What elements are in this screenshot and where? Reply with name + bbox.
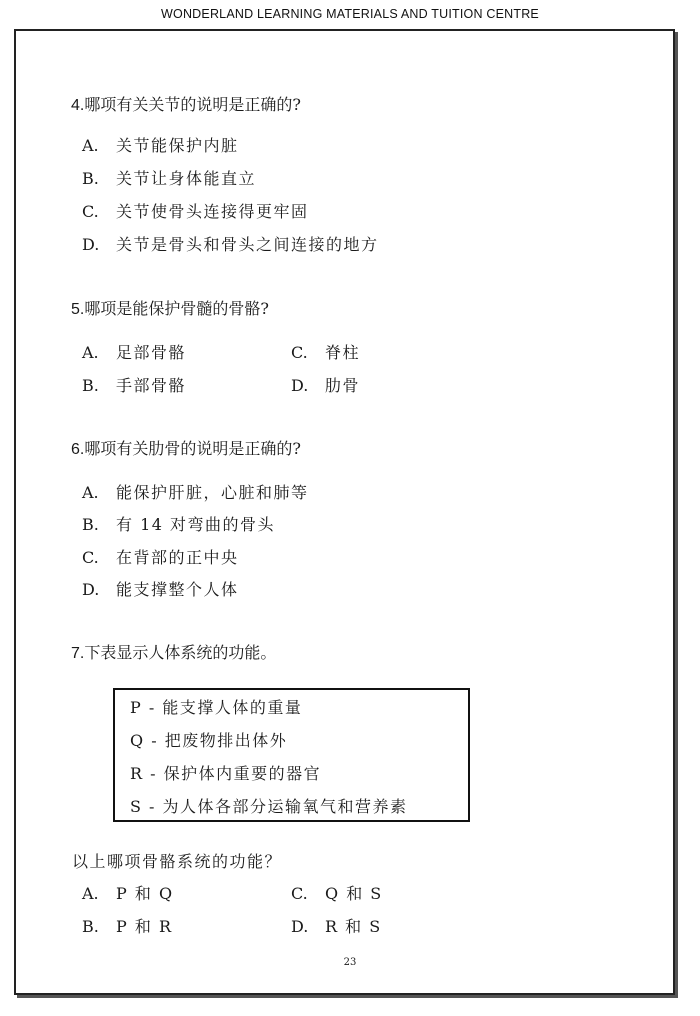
q4-option-b[interactable] [82,166,256,189]
option-text: 能支撑整个人体 [116,580,239,599]
option-letter: A. [82,483,99,502]
q7-option-a[interactable] [82,881,174,904]
option-text: P 和 R [116,917,173,936]
option-letter: B. [82,515,99,534]
q4-option-c[interactable] [82,199,309,222]
table-line-p: P - 能支撑人体的重量 [130,698,303,717]
option-text: R 和 S [325,917,382,936]
option-letter: A. [82,884,99,903]
option-letter: A. [82,343,99,362]
option-letter: C. [291,884,308,903]
option-letter: D. [291,376,309,395]
option-text: 关节能保护内脏 [116,136,239,155]
q7-option-d[interactable] [291,914,382,937]
option-letter: B. [82,917,99,936]
question-number: 5. [71,301,85,318]
q5-option-a[interactable] [82,340,186,363]
option-text: 脊柱 [325,343,361,362]
question-7-stem [71,640,276,663]
option-letter: C. [291,343,308,362]
option-text: 有 14 对弯曲的骨头 [116,515,276,534]
option-text: 手部骨骼 [116,376,187,395]
question-5-stem [71,296,269,319]
table-line-q: Q - 把废物排出体外 [130,731,288,750]
option-text: 在背部的正中央 [116,548,239,567]
option-letter: B. [82,376,99,395]
option-text: 关节是骨头和骨头之间连接的地方 [116,235,379,254]
q6-option-c[interactable] [82,545,239,568]
page-header: WONDERLAND LEARNING MATERIALS AND TUITION CENTRE [161,7,539,21]
option-text: 肋骨 [325,376,361,395]
q6-option-a[interactable] [82,480,309,503]
q7-option-c[interactable] [291,881,383,904]
question-7-followup: 以上哪项骨骼系统的功能？ [72,852,283,871]
option-letter: D. [82,235,100,254]
q7-option-b[interactable] [82,914,173,937]
q4-option-d[interactable] [82,232,379,255]
question-text: 哪项有关肋骨的说明是正确的? [84,439,301,458]
option-letter: D. [291,917,309,936]
q6-option-d[interactable] [82,577,239,600]
question-text: 哪项有关关节的说明是正确的? [84,95,301,114]
option-text: P 和 Q [116,884,174,903]
option-letter: B. [82,169,99,188]
question-text: 哪项是能保护骨髓的骨骼? [84,299,269,318]
q5-option-c[interactable] [291,340,360,363]
question-6-stem [71,436,301,459]
q4-option-a[interactable] [82,133,239,156]
option-letter: C. [82,548,99,567]
question-number: 4. [71,97,85,114]
table-line-r: R - 保护体内重要的器官 [130,764,322,783]
question-4-stem [71,92,301,115]
question-text: 下表显示人体系统的功能。 [84,643,277,662]
option-text: 关节使骨头连接得更牢固 [116,202,309,221]
question-number: 7. [71,645,85,662]
q5-option-b[interactable] [82,373,186,396]
option-text: 关节让身体能直立 [116,169,257,188]
q5-option-d[interactable] [291,373,360,396]
q6-option-b[interactable] [82,512,275,535]
option-letter: A. [82,136,99,155]
table-line-s: S - 为人体各部分运输氧气和营养素 [130,797,408,816]
question-number: 6. [71,441,85,458]
page-number: 23 [343,957,357,968]
option-text: 足部骨骼 [116,343,187,362]
option-letter: D. [82,580,100,599]
option-text: 能保护肝脏，心脏和肺等 [116,483,309,502]
option-text: Q 和 S [325,884,383,903]
option-letter: C. [82,202,99,221]
